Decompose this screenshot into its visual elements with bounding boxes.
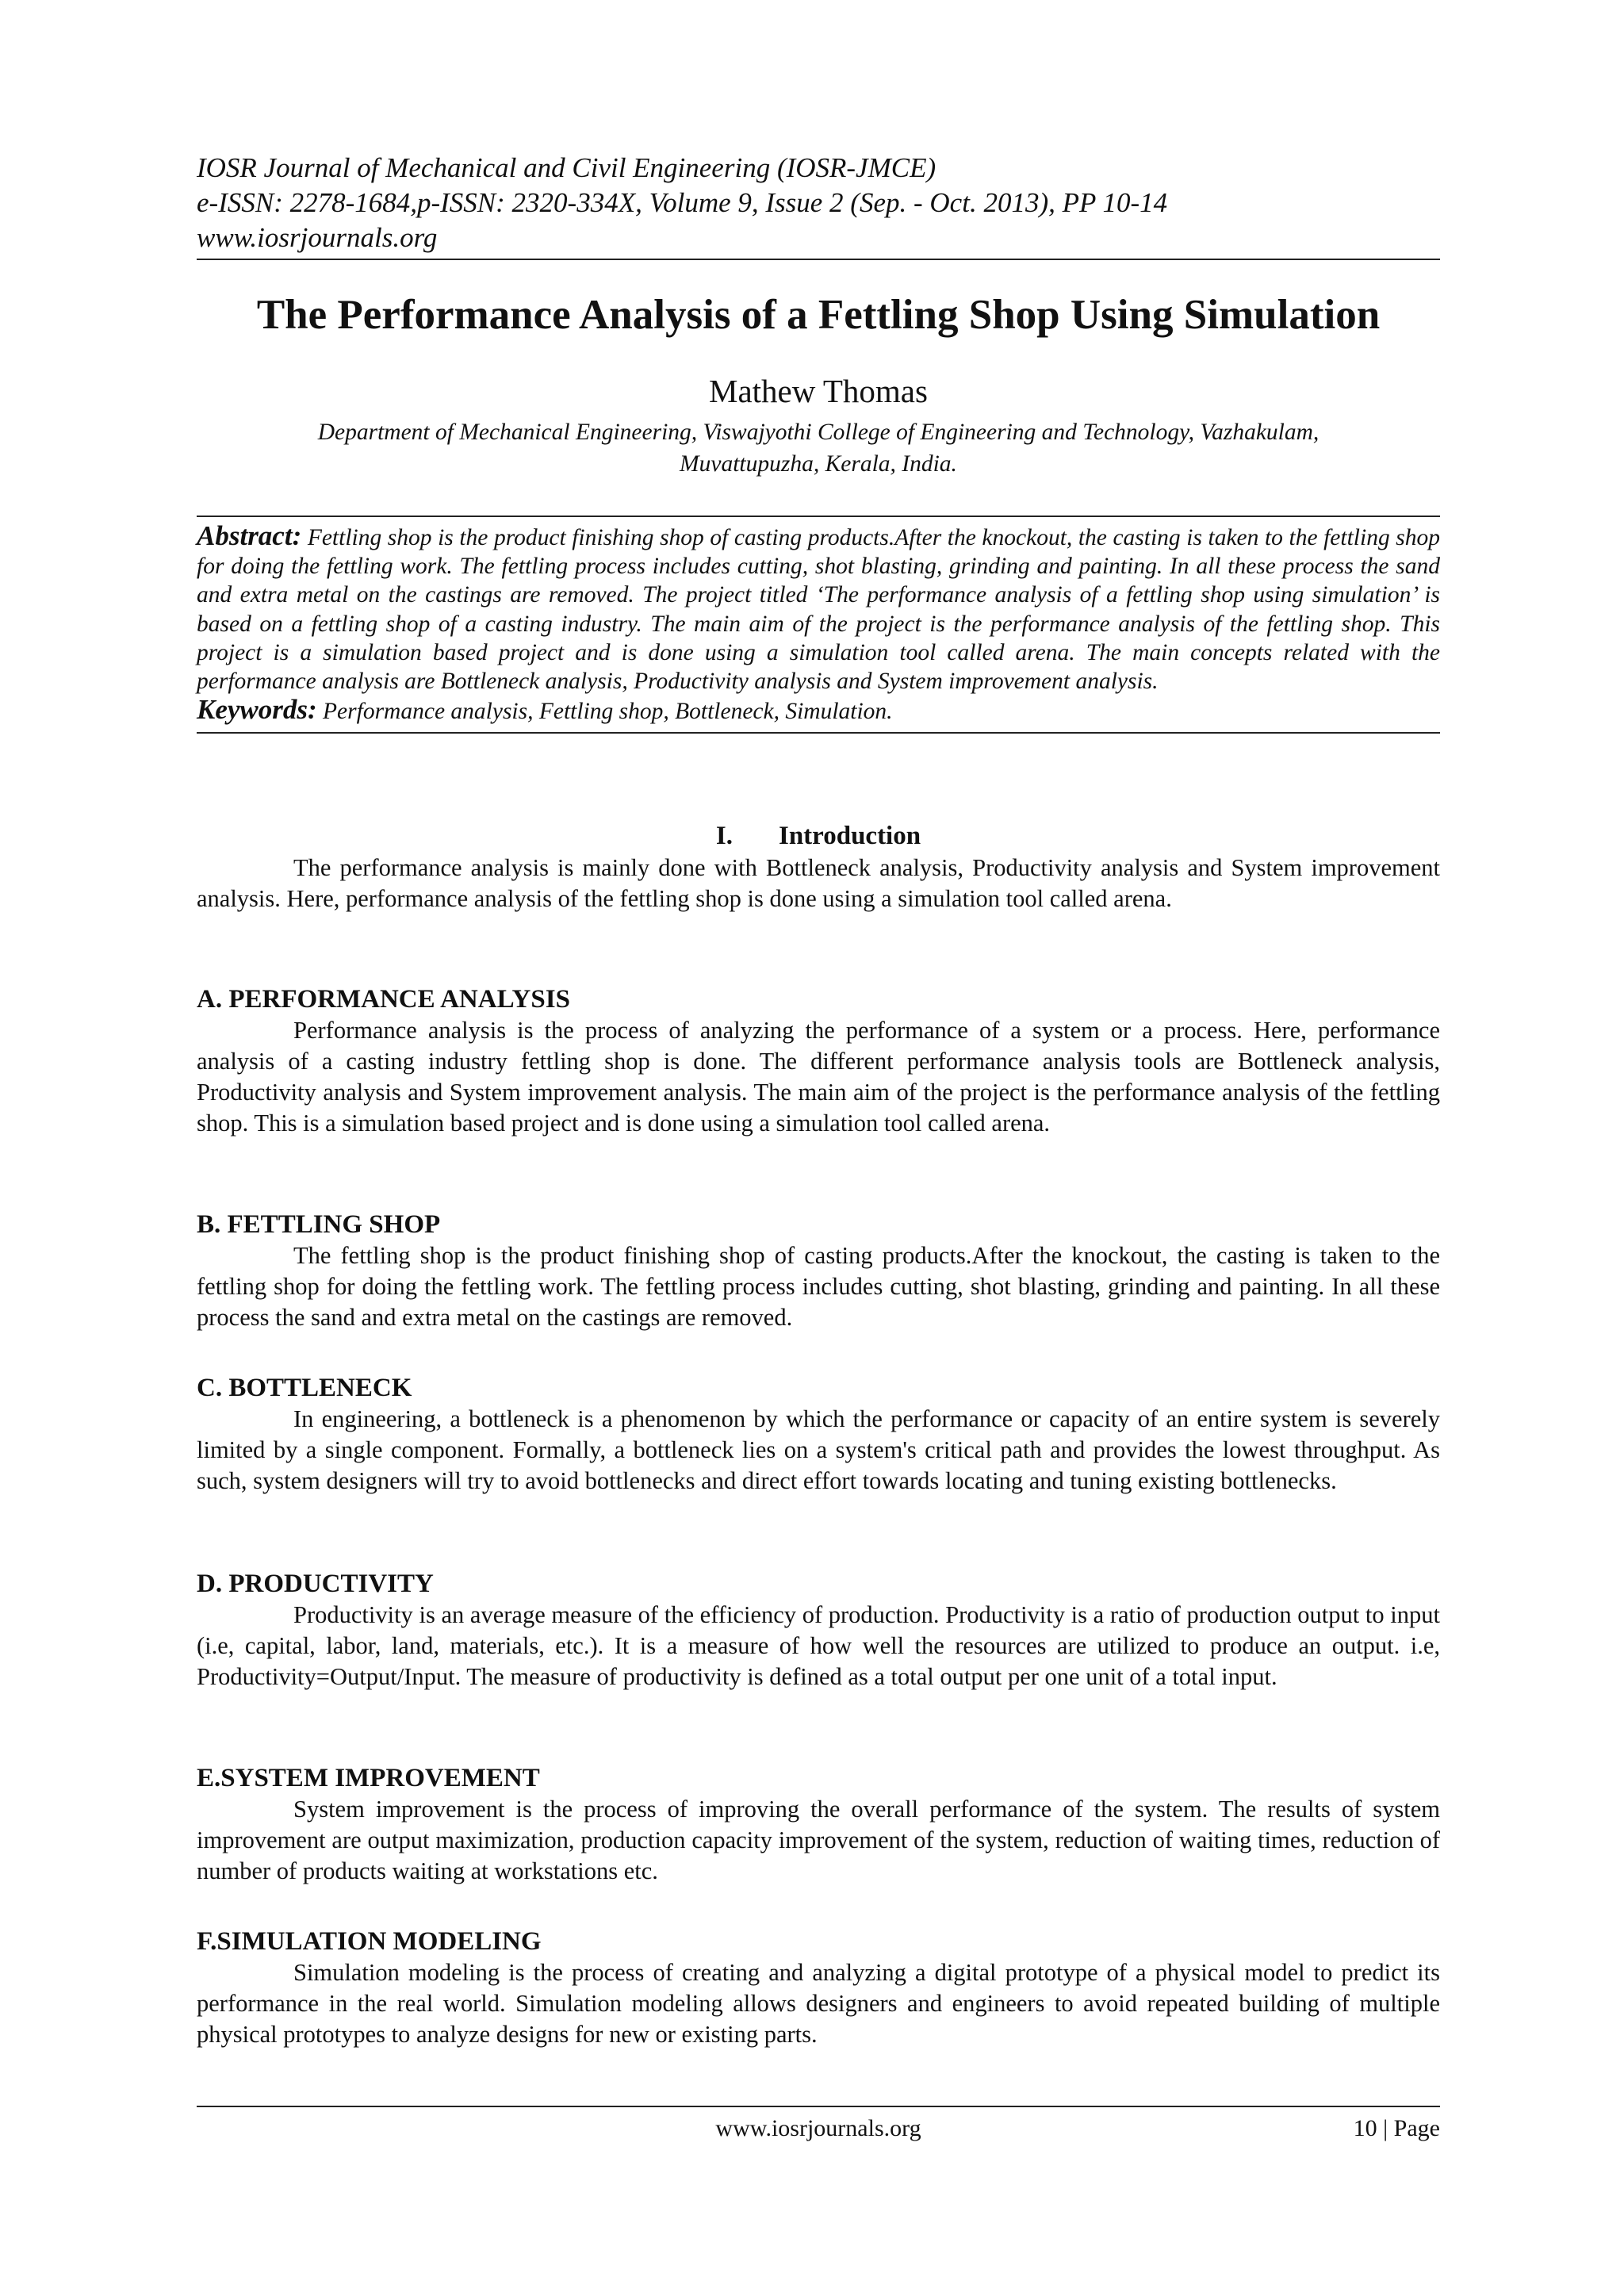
performance-analysis-heading: A. PERFORMANCE ANALYSIS bbox=[197, 985, 570, 1014]
section-bottleneck bbox=[197, 1372, 1440, 1497]
section-system-improvement bbox=[197, 1762, 1440, 1887]
journal-website: www.iosrjournals.org bbox=[197, 222, 438, 253]
performance-analysis-text: Performance analysis is the process of analyzing the performance of a system or a process. Here, performance analysis of a casting industry fettling shop is done. The different performance analysis tools are Bottleneck analysis, Productivity analysis and System improvement analysis. The main aim of the project is the performance analysis of the fettling shop. This is a simulation based project and is done using a simulation tool called arena. bbox=[197, 1017, 1440, 1137]
journal-header bbox=[197, 151, 1440, 260]
page-number: 10 | Page bbox=[1353, 2115, 1440, 2141]
fettling-shop-heading: B. FETTLING SHOP bbox=[197, 1210, 441, 1239]
page-footer bbox=[197, 2106, 1440, 2147]
section-productivity bbox=[197, 1568, 1440, 1692]
abstract-text: Fettling shop is the product finishing shop of casting products.After the knockout, the casting is taken to the fettling shop for doing the fettling work. The fettling process includes cutting, shot blasting, grinding and painting. In all these process the sand and extra metal on the castings are removed. The project titled ‘The performance analysis of a fettling shop using simulation’ is based on a fettling shop of a casting industry. The main aim of the project is the performance analysis of the fettling shop. This project is a simulation based project and is done using a simulation tool called arena. The main concepts related with the performance analysis are Bottleneck analysis, Productivity analysis and System improvement analysis. bbox=[197, 525, 1440, 695]
section-simulation-modeling bbox=[197, 1926, 1440, 2050]
keywords-label: Keywords: bbox=[197, 694, 317, 726]
section-number: I. bbox=[715, 822, 733, 850]
journal-issn: e-ISSN: 2278-1684,p-ISSN: 2320-334X, Volume 9, Issue 2 (Sep. - Oct. 2013), PP 10-14 bbox=[197, 187, 1168, 218]
abstract bbox=[197, 517, 1440, 732]
system-improvement-heading: E.SYSTEM IMPROVEMENT bbox=[197, 1764, 540, 1792]
affiliation-line-2: Muvattupuzha, Kerala, India. bbox=[680, 451, 957, 477]
paper-page bbox=[197, 151, 1440, 2048]
productivity-text: Productivity is an average measure of the efficiency of production. Productivity is a ratio of production output to input (i.e, capital, labor, land, materials, etc.). It is a measure of how well the resources are utilized to produce an output. i.e, Productivity=Output/Input. The measure of productivity is defined as a total output per one unit of a total input. bbox=[197, 1601, 1440, 1690]
header-rule bbox=[197, 259, 1440, 260]
bottleneck-heading: C. BOTTLENECK bbox=[197, 1374, 412, 1402]
abstract-bottom-rule bbox=[197, 732, 1440, 734]
introduction-heading bbox=[197, 819, 1440, 853]
paper-title: The Performance Analysis of a Fettling Shop Using Simulation bbox=[256, 292, 1381, 338]
section-introduction bbox=[197, 819, 1440, 914]
journal-name: IOSR Journal of Mechanical and Civil Engineering (IOSR-JMCE) bbox=[197, 152, 936, 183]
keywords-text: Performance analysis, Fettling shop, Bottleneck, Simulation. bbox=[316, 699, 893, 725]
section-fettling-shop bbox=[197, 1209, 1440, 1333]
author-affiliation bbox=[197, 416, 1440, 480]
productivity-heading: D. PRODUCTIVITY bbox=[197, 1570, 434, 1598]
introduction-text: The performance analysis is mainly done with Bottleneck analysis, Productivity analysis and System improvement analysis. Here, performance analysis of the fettling shop is done using a simulation tool called arena. bbox=[197, 854, 1440, 912]
system-improvement-text: System improvement is the process of improving the overall performance of the system. The results of system improvement are output maximization, production capacity improvement of the system, reduction of waiting times, reduction of number of products waiting at workstations etc. bbox=[197, 1796, 1440, 1884]
abstract-box bbox=[197, 516, 1440, 734]
fettling-shop-text: The fettling shop is the product finishing shop of casting products.After the knockout, the casting is taken to the fettling shop for doing the fettling work. The fettling process includes cutting, shot blasting, grinding and painting. In all these process the sand and extra metal on the castings are removed. bbox=[197, 1242, 1440, 1331]
bottleneck-text: In engineering, a bottleneck is a phenomenon by which the performance or capacity of an entire system is severely limited by a single component. Formally, a bottleneck lies on a system's critical path and provides the lowest throughput. As such, system designers will try to avoid bottlenecks and direct effort towards locating and tuning existing bottlenecks. bbox=[197, 1405, 1440, 1494]
author-name: Mathew Thomas bbox=[709, 373, 928, 409]
simulation-modeling-heading: F.SIMULATION MODELING bbox=[197, 1927, 542, 1956]
footer-website: www.iosrjournals.org bbox=[715, 2115, 921, 2141]
abstract-label: Abstract: bbox=[197, 520, 302, 551]
section-title: Introduction bbox=[778, 822, 921, 850]
section-performance-analysis bbox=[197, 983, 1440, 1139]
simulation-modeling-text: Simulation modeling is the process of creating and analyzing a digital prototype of a physical model to predict its performance in the real world. Simulation modeling allows designers and engineers to avoid repeated building of multiple physical prototypes to analyze designs for new or existing parts. bbox=[197, 1959, 1440, 2048]
affiliation-line-1: Department of Mechanical Engineering, Viswajyothi College of Engineering and Technology, Vazhakulam, bbox=[317, 420, 1320, 445]
